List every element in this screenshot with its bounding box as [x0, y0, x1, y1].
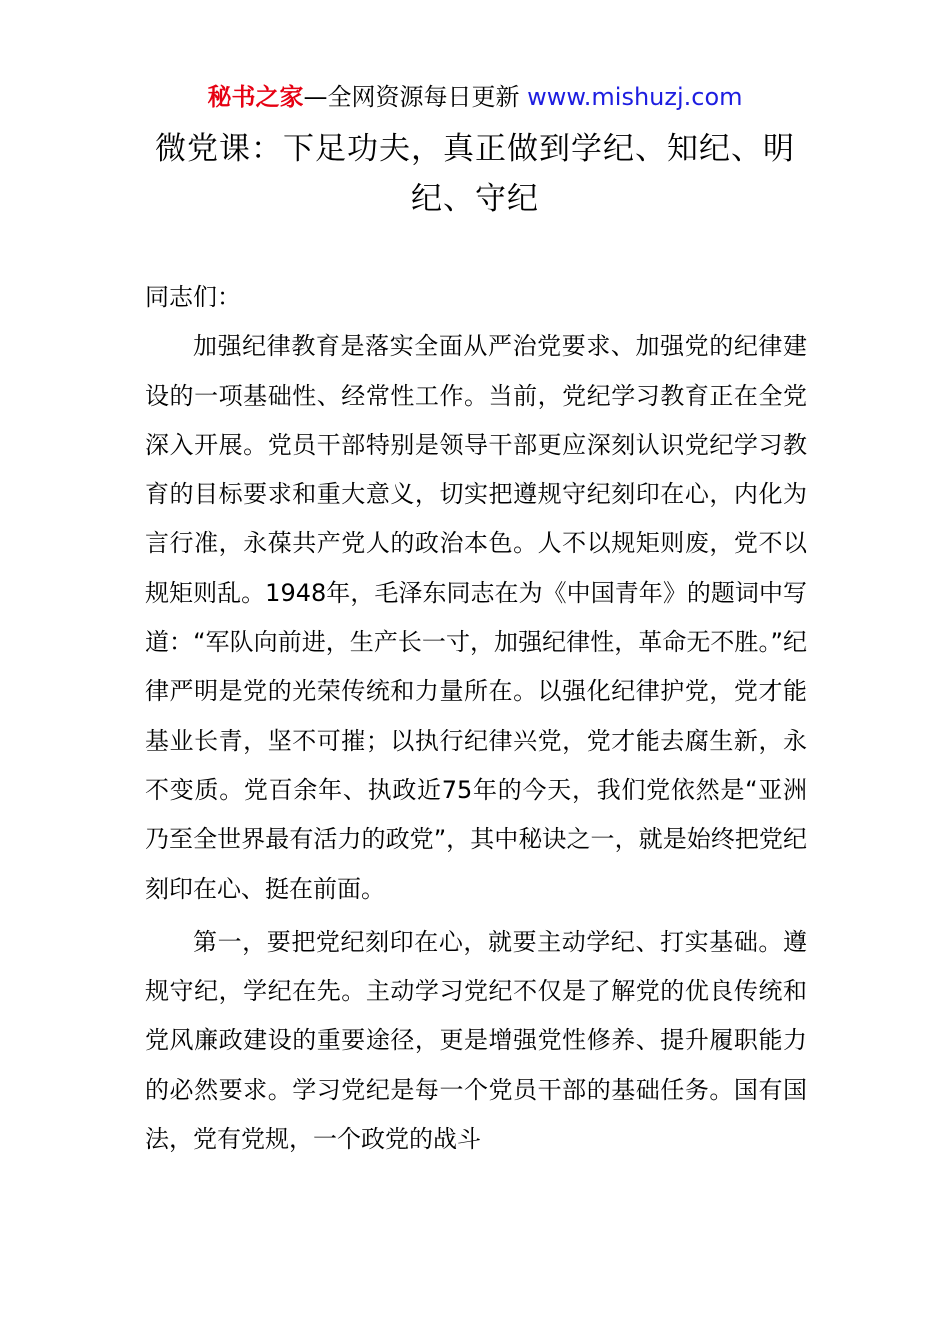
salutation: 同志们： — [145, 283, 241, 311]
document-title: 微党课：下足功夫，真正做到学纪、知纪、明纪、守纪 — [155, 131, 795, 217]
site-tagline: —全网资源每日更新 — [303, 83, 520, 111]
paragraph-1: 加强纪律教育是落实全面从严治党要求、加强党的纪律建设的一项基础性、经常性工作。当前，党纪学习教育正在全党深入开展。党员干部特别是领导干部更应深刻认识党纪学习教育的目标要求和重大意义，切实把遵规守纪刻印在心，内化为言行准，永葆共产党人的政治本色。人不以规矩则废，党不以规矩则乱。1948年，毛泽东同志在为《中国青年》的题词中写道：“军队向前进，生产长一寸，加强纪律性，革命无不胜。”纪律严明是党的光荣传统和力量所在。以强化纪律护党，党才能基业长青，坚不可摧；以执行纪律兴党，党才能去腐生新，永不变质。党百余年、执政近75年的今天，我们党依然是“亚洲乃至全世界最有活力的政党”，其中秘诀之一，就是始终把党纪刻印在心、挺在前面。 — [145, 332, 807, 903]
site-header — [0, 81, 950, 113]
paragraph-2: 第一，要把党纪刻印在心，就要主动学纪、打实基础。遵规守纪，学纪在先。主动学习党纪不仅是了解党的优良传统和党风廉政建设的重要途径，更是增强党性修养、提升履职能力的必然要求。学习党纪是每一个党员干部的基础任务。国有国法，党有党规，一个政党的战斗 — [145, 927, 807, 1154]
document-body — [145, 273, 807, 1164]
site-url-link[interactable]: www.mishuzj.com — [527, 83, 743, 111]
site-brand: 秘书之家 — [207, 83, 304, 111]
